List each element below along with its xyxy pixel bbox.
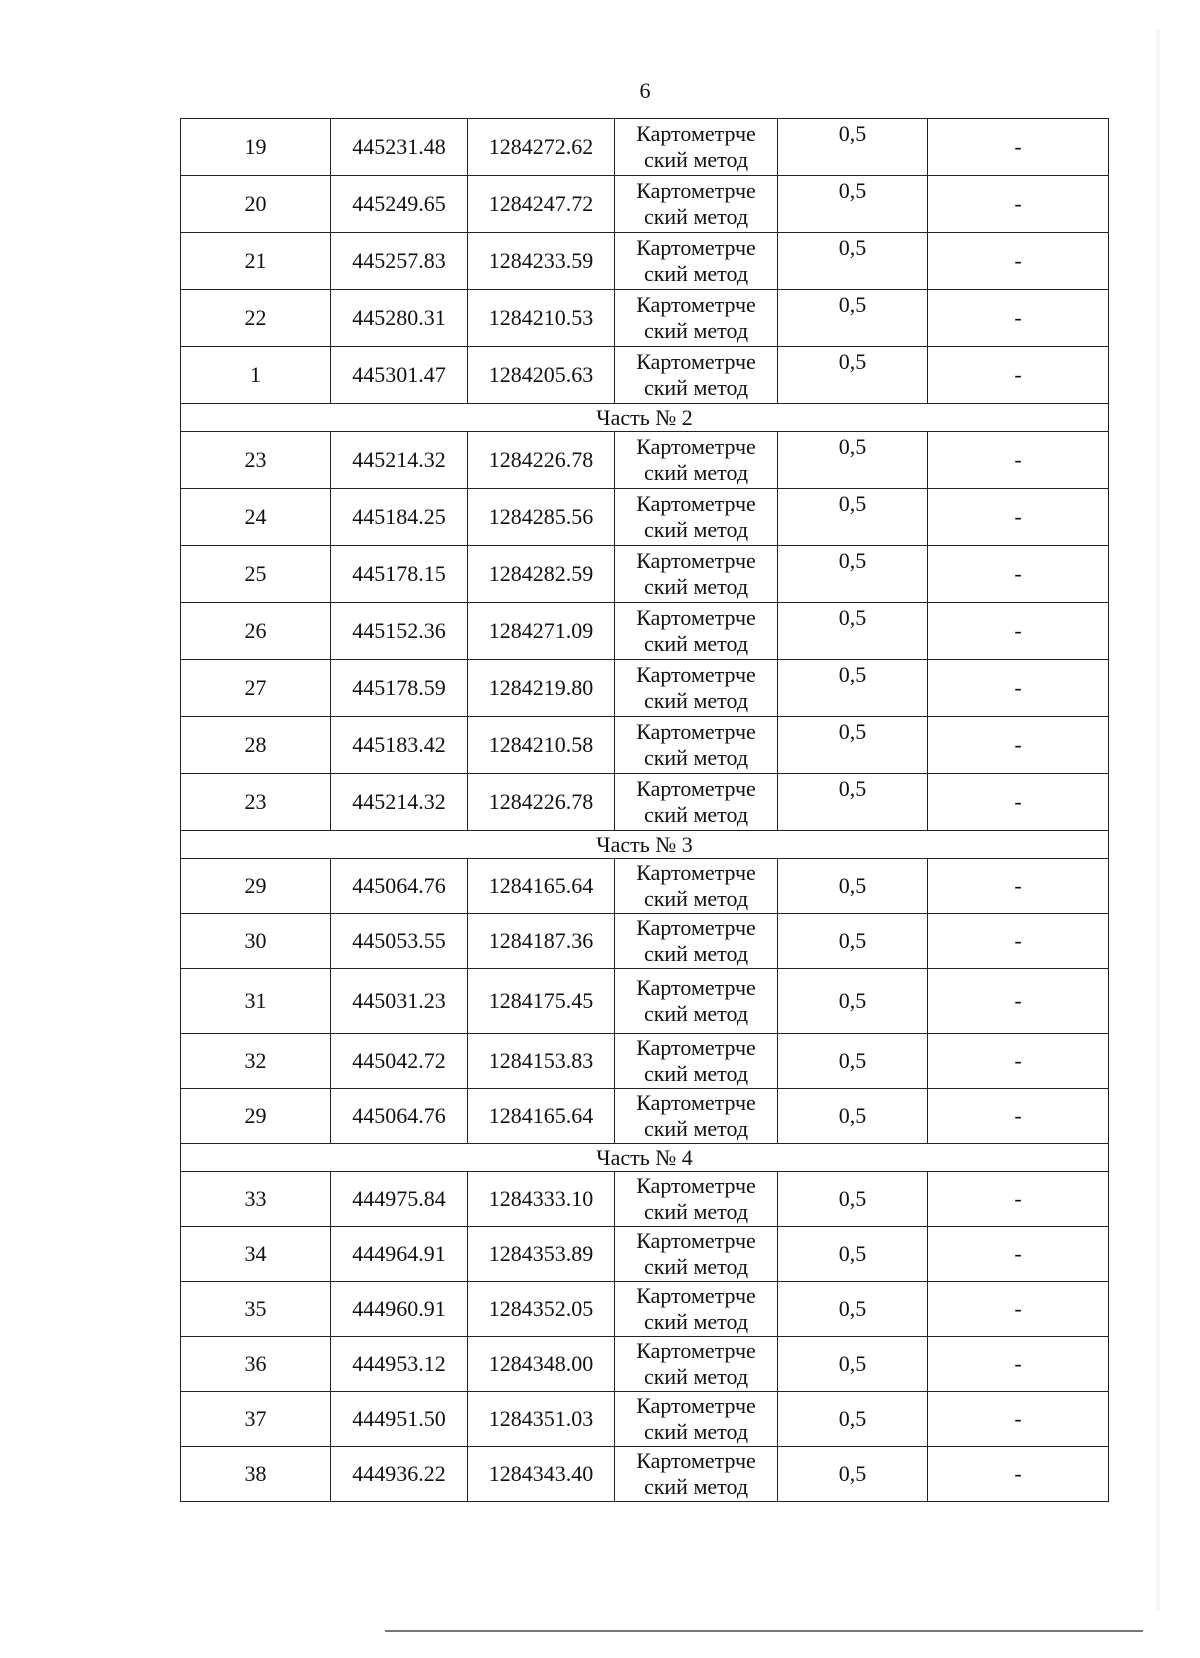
coordinates-table [180, 118, 1109, 1502]
accuracy-cell: 0,5 [778, 1447, 928, 1502]
accuracy-cell: 0,5 [778, 1172, 928, 1227]
method-cell [615, 774, 778, 831]
point-number-cell: 36 [181, 1337, 331, 1392]
method-line-1: Картометрче [636, 719, 756, 744]
table-row [181, 432, 1109, 489]
method-cell [615, 1172, 778, 1227]
x-coordinate-cell: 445183.42 [331, 717, 468, 774]
point-number-cell: 1 [181, 347, 331, 404]
x-coordinate-cell: 445031.23 [331, 969, 468, 1034]
accuracy-cell: 0,5 [778, 914, 928, 969]
method-line-2: ский метод [643, 1309, 749, 1334]
x-coordinate-cell: 445257.83 [331, 233, 468, 290]
method-line-1: Картометрче [636, 121, 756, 146]
note-cell: - [928, 1447, 1109, 1502]
y-coordinate-cell: 1284219.80 [468, 660, 615, 717]
method-cell [615, 1089, 778, 1144]
x-coordinate-cell: 444936.22 [331, 1447, 468, 1502]
y-coordinate-cell: 1284271.09 [468, 603, 615, 660]
method-line-1: Картометрче [636, 434, 756, 459]
method-line-1: Картометрче [636, 860, 756, 885]
method-line-1: Картометрче [636, 975, 756, 1000]
method-cell [615, 119, 778, 176]
method-line-2: ский метод [643, 941, 749, 966]
table-row [181, 176, 1109, 233]
method-line-2: ский метод [643, 261, 749, 286]
method-cell [615, 176, 778, 233]
x-coordinate-cell: 445184.25 [331, 489, 468, 546]
y-coordinate-cell: 1284205.63 [468, 347, 615, 404]
accuracy-cell: 0,5 [778, 969, 928, 1034]
method-cell [615, 969, 778, 1034]
note-cell: - [928, 176, 1109, 233]
y-coordinate-cell: 1284187.36 [468, 914, 615, 969]
point-number-cell: 31 [181, 969, 331, 1034]
table-row [181, 1034, 1109, 1089]
table-row [181, 1089, 1109, 1144]
note-cell: - [928, 774, 1109, 831]
method-line-1: Картометрче [636, 1173, 756, 1198]
method-line-1: Картометрче [636, 1393, 756, 1418]
accuracy-cell: 0,5 [778, 546, 928, 603]
method-line-1: Картометрче [636, 178, 756, 203]
y-coordinate-cell: 1284210.53 [468, 290, 615, 347]
method-line-2: ский метод [643, 318, 749, 343]
x-coordinate-cell: 445178.59 [331, 660, 468, 717]
note-cell: - [928, 119, 1109, 176]
x-coordinate-cell: 445178.15 [331, 546, 468, 603]
y-coordinate-cell: 1284272.62 [468, 119, 615, 176]
method-cell [615, 489, 778, 546]
note-cell: - [928, 1337, 1109, 1392]
note-cell: - [928, 489, 1109, 546]
method-line-2: ский метод [643, 631, 749, 656]
accuracy-cell: 0,5 [778, 489, 928, 546]
y-coordinate-cell: 1284233.59 [468, 233, 615, 290]
part-label: Часть № 4 [181, 1144, 1109, 1172]
accuracy-cell: 0,5 [778, 717, 928, 774]
y-coordinate-cell: 1284352.05 [468, 1282, 615, 1337]
y-coordinate-cell: 1284226.78 [468, 774, 615, 831]
y-coordinate-cell: 1284175.45 [468, 969, 615, 1034]
accuracy-cell: 0,5 [778, 774, 928, 831]
x-coordinate-cell: 444953.12 [331, 1337, 468, 1392]
note-cell: - [928, 1282, 1109, 1337]
method-cell [615, 1337, 778, 1392]
x-coordinate-cell: 445249.65 [331, 176, 468, 233]
coordinates-table-body [181, 119, 1109, 1502]
accuracy-cell: 0,5 [778, 660, 928, 717]
point-number-cell: 20 [181, 176, 331, 233]
method-line-2: ский метод [643, 1474, 749, 1499]
method-line-2: ский метод [643, 745, 749, 770]
note-cell: - [928, 432, 1109, 489]
method-line-2: ский метод [643, 147, 749, 172]
part-header-row [181, 404, 1109, 432]
y-coordinate-cell: 1284285.56 [468, 489, 615, 546]
table-row [181, 1282, 1109, 1337]
method-line-1: Картометрче [636, 1448, 756, 1473]
part-label: Часть № 2 [181, 404, 1109, 432]
method-line-2: ский метод [643, 1254, 749, 1279]
point-number-cell: 38 [181, 1447, 331, 1502]
point-number-cell: 29 [181, 1089, 331, 1144]
note-cell: - [928, 914, 1109, 969]
method-line-2: ский метод [643, 886, 749, 911]
table-row [181, 1172, 1109, 1227]
x-coordinate-cell: 445042.72 [331, 1034, 468, 1089]
note-cell: - [928, 1172, 1109, 1227]
part-label: Часть № 3 [181, 831, 1109, 859]
method-line-1: Картометрче [636, 235, 756, 260]
accuracy-cell: 0,5 [778, 859, 928, 914]
method-cell [615, 290, 778, 347]
method-line-2: ский метод [643, 1001, 749, 1026]
method-line-1: Картометрче [636, 605, 756, 630]
point-number-cell: 26 [181, 603, 331, 660]
method-cell [615, 1282, 778, 1337]
note-cell: - [928, 603, 1109, 660]
method-cell [615, 859, 778, 914]
method-line-2: ский метод [643, 574, 749, 599]
method-line-1: Картометрче [636, 1035, 756, 1060]
part-header-row [181, 831, 1109, 859]
point-number-cell: 29 [181, 859, 331, 914]
method-cell [615, 1227, 778, 1282]
y-coordinate-cell: 1284247.72 [468, 176, 615, 233]
point-number-cell: 28 [181, 717, 331, 774]
x-coordinate-cell: 444975.84 [331, 1172, 468, 1227]
accuracy-cell: 0,5 [778, 1337, 928, 1392]
y-coordinate-cell: 1284333.10 [468, 1172, 615, 1227]
table-row [181, 546, 1109, 603]
y-coordinate-cell: 1284165.64 [468, 1089, 615, 1144]
table-row [181, 914, 1109, 969]
x-coordinate-cell: 445214.32 [331, 774, 468, 831]
method-cell [615, 432, 778, 489]
table-row [181, 1227, 1109, 1282]
table-row [181, 489, 1109, 546]
point-number-cell: 24 [181, 489, 331, 546]
method-cell [615, 717, 778, 774]
note-cell: - [928, 233, 1109, 290]
method-line-2: ский метод [643, 1199, 749, 1224]
method-cell [615, 546, 778, 603]
y-coordinate-cell: 1284353.89 [468, 1227, 615, 1282]
accuracy-cell: 0,5 [778, 1034, 928, 1089]
method-cell [615, 1034, 778, 1089]
point-number-cell: 37 [181, 1392, 331, 1447]
x-coordinate-cell: 444960.91 [331, 1282, 468, 1337]
accuracy-cell: 0,5 [778, 290, 928, 347]
x-coordinate-cell: 444951.50 [331, 1392, 468, 1447]
table-row [181, 1447, 1109, 1502]
accuracy-cell: 0,5 [778, 347, 928, 404]
x-coordinate-cell: 444964.91 [331, 1227, 468, 1282]
method-line-1: Картометрче [636, 548, 756, 573]
y-coordinate-cell: 1284153.83 [468, 1034, 615, 1089]
x-coordinate-cell: 445214.32 [331, 432, 468, 489]
y-coordinate-cell: 1284343.40 [468, 1447, 615, 1502]
y-coordinate-cell: 1284165.64 [468, 859, 615, 914]
note-cell: - [928, 660, 1109, 717]
note-cell: - [928, 859, 1109, 914]
table-row [181, 1392, 1109, 1447]
y-coordinate-cell: 1284351.03 [468, 1392, 615, 1447]
method-line-2: ский метод [643, 688, 749, 713]
table-row [181, 290, 1109, 347]
note-cell: - [928, 717, 1109, 774]
y-coordinate-cell: 1284210.58 [468, 717, 615, 774]
point-number-cell: 32 [181, 1034, 331, 1089]
point-number-cell: 33 [181, 1172, 331, 1227]
table-row [181, 1337, 1109, 1392]
y-coordinate-cell: 1284348.00 [468, 1337, 615, 1392]
method-line-1: Картометрче [636, 1283, 756, 1308]
x-coordinate-cell: 445053.55 [331, 914, 468, 969]
y-coordinate-cell: 1284282.59 [468, 546, 615, 603]
note-cell: - [928, 1034, 1109, 1089]
table-row [181, 660, 1109, 717]
point-number-cell: 22 [181, 290, 331, 347]
point-number-cell: 25 [181, 546, 331, 603]
method-line-1: Картометрче [636, 1228, 756, 1253]
y-coordinate-cell: 1284226.78 [468, 432, 615, 489]
method-line-2: ский метод [643, 517, 749, 542]
accuracy-cell: 0,5 [778, 176, 928, 233]
accuracy-cell: 0,5 [778, 233, 928, 290]
method-line-1: Картометрче [636, 491, 756, 516]
method-line-2: ский метод [643, 1116, 749, 1141]
x-coordinate-cell: 445231.48 [331, 119, 468, 176]
accuracy-cell: 0,5 [778, 1282, 928, 1337]
method-line-1: Картометрче [636, 292, 756, 317]
method-line-2: ский метод [643, 1061, 749, 1086]
method-line-2: ский метод [643, 1364, 749, 1389]
page-number: 6 [639, 78, 651, 103]
accuracy-cell: 0,5 [778, 603, 928, 660]
method-line-2: ский метод [643, 204, 749, 229]
point-number-cell: 30 [181, 914, 331, 969]
point-number-cell: 27 [181, 660, 331, 717]
scan-edge-shadow [1155, 30, 1161, 1610]
method-line-1: Картометрче [636, 1338, 756, 1363]
method-cell [615, 914, 778, 969]
table-row [181, 859, 1109, 914]
point-number-cell: 21 [181, 233, 331, 290]
bottom-divider [385, 1630, 1143, 1632]
method-line-2: ский метод [643, 1419, 749, 1444]
point-number-cell: 19 [181, 119, 331, 176]
x-coordinate-cell: 445280.31 [331, 290, 468, 347]
accuracy-cell: 0,5 [778, 119, 928, 176]
method-cell [615, 603, 778, 660]
point-number-cell: 34 [181, 1227, 331, 1282]
method-line-1: Картометрче [636, 662, 756, 687]
note-cell: - [928, 1089, 1109, 1144]
method-line-2: ский метод [643, 375, 749, 400]
accuracy-cell: 0,5 [778, 432, 928, 489]
method-cell [615, 660, 778, 717]
x-coordinate-cell: 445064.76 [331, 1089, 468, 1144]
table-row [181, 119, 1109, 176]
method-cell [615, 1392, 778, 1447]
note-cell: - [928, 546, 1109, 603]
note-cell: - [928, 969, 1109, 1034]
table-row [181, 347, 1109, 404]
method-line-1: Картометрче [636, 915, 756, 940]
accuracy-cell: 0,5 [778, 1392, 928, 1447]
point-number-cell: 23 [181, 432, 331, 489]
note-cell: - [928, 1392, 1109, 1447]
method-line-2: ский метод [643, 460, 749, 485]
method-line-1: Картометрче [636, 776, 756, 801]
method-cell [615, 233, 778, 290]
method-line-2: ский метод [643, 802, 749, 827]
method-cell [615, 1447, 778, 1502]
point-number-cell: 35 [181, 1282, 331, 1337]
accuracy-cell: 0,5 [778, 1227, 928, 1282]
note-cell: - [928, 1227, 1109, 1282]
table-row [181, 233, 1109, 290]
x-coordinate-cell: 445152.36 [331, 603, 468, 660]
table-row [181, 774, 1109, 831]
point-number-cell: 23 [181, 774, 331, 831]
method-line-1: Картометрче [636, 1090, 756, 1115]
accuracy-cell: 0,5 [778, 1089, 928, 1144]
method-line-1: Картометрче [636, 349, 756, 374]
note-cell: - [928, 290, 1109, 347]
part-header-row [181, 1144, 1109, 1172]
table-row [181, 717, 1109, 774]
x-coordinate-cell: 445301.47 [331, 347, 468, 404]
table-row [181, 969, 1109, 1034]
x-coordinate-cell: 445064.76 [331, 859, 468, 914]
table-row [181, 603, 1109, 660]
method-cell [615, 347, 778, 404]
note-cell: - [928, 347, 1109, 404]
